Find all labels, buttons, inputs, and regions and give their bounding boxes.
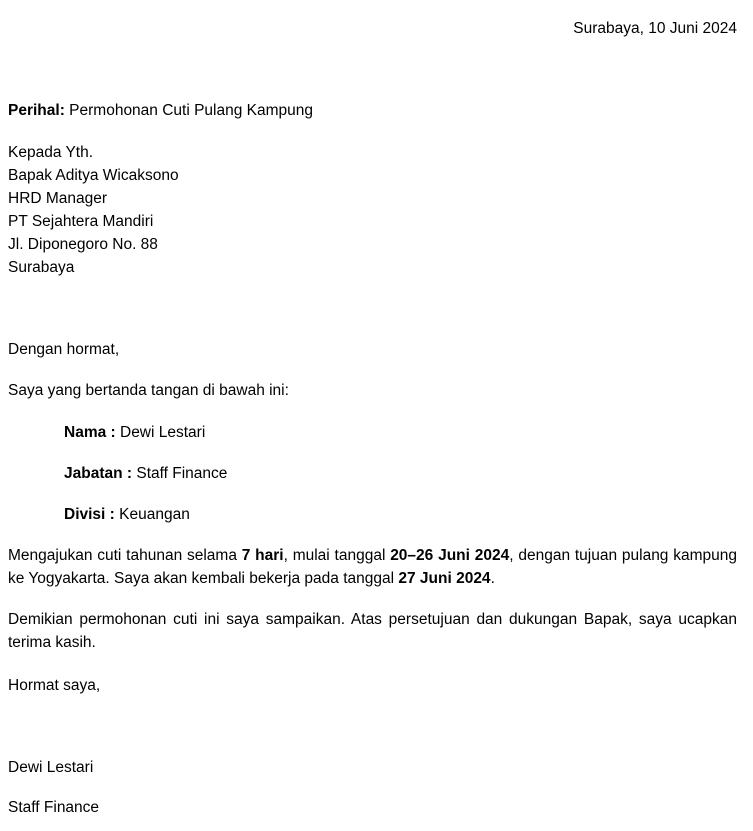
request-paragraph	[8, 544, 737, 590]
date-line: Surabaya, 10 Juni 2024	[573, 20, 737, 37]
request-text: .	[490, 570, 495, 587]
request-return-date: 27 Juni 2024	[398, 570, 491, 587]
sign-off: Hormat saya,	[8, 677, 101, 694]
salutation: Dengan hormat,	[8, 341, 120, 358]
subject-line	[8, 100, 313, 122]
identity-position	[64, 463, 227, 485]
identity-label: Jabatan :	[64, 465, 133, 482]
identity-name	[64, 422, 205, 444]
recipient-line: PT Sejahtera Mandiri	[8, 213, 154, 230]
recipient-line: Surabaya	[8, 259, 75, 276]
identity-value: Dewi Lestari	[115, 424, 206, 441]
subject-text: Permohonan Cuti Pulang Kampung	[64, 102, 314, 119]
signer-name: Dewi Lestari	[8, 759, 94, 776]
request-text: Mengajukan cuti tahunan selama	[8, 547, 242, 564]
identity-label: Divisi :	[64, 506, 115, 523]
identity-label: Nama :	[64, 424, 116, 441]
recipient-line: Kepada Yth.	[8, 144, 94, 161]
intro-line: Saya yang bertanda tangan di bawah ini:	[8, 382, 289, 399]
identity-value: Staff Finance	[132, 465, 228, 482]
request-text: , dengan tujuan pulang kampung ke Yogyakarta. Saya akan kembali bekerja pada tanggal	[8, 547, 737, 587]
request-date-range: 20–26 Juni 2024	[390, 547, 510, 564]
closing-paragraph: Demikian permohonan cuti ini saya sampaikan. Atas persetujuan dan dukungan Bapak, saya ucapkan terima kasih.	[8, 611, 737, 651]
identity-value: Keuangan	[114, 506, 190, 523]
recipient-line: Bapak Aditya Wicaksono	[8, 167, 179, 184]
identity-division	[64, 504, 190, 526]
request-text: , mulai tanggal	[283, 547, 391, 564]
request-duration: 7 hari	[241, 547, 284, 564]
subject-label: Perihal:	[8, 102, 65, 119]
recipient-line: HRD Manager	[8, 190, 108, 207]
signer-title: Staff Finance	[8, 799, 100, 816]
recipient-line: Jl. Diponegoro No. 88	[8, 236, 158, 253]
